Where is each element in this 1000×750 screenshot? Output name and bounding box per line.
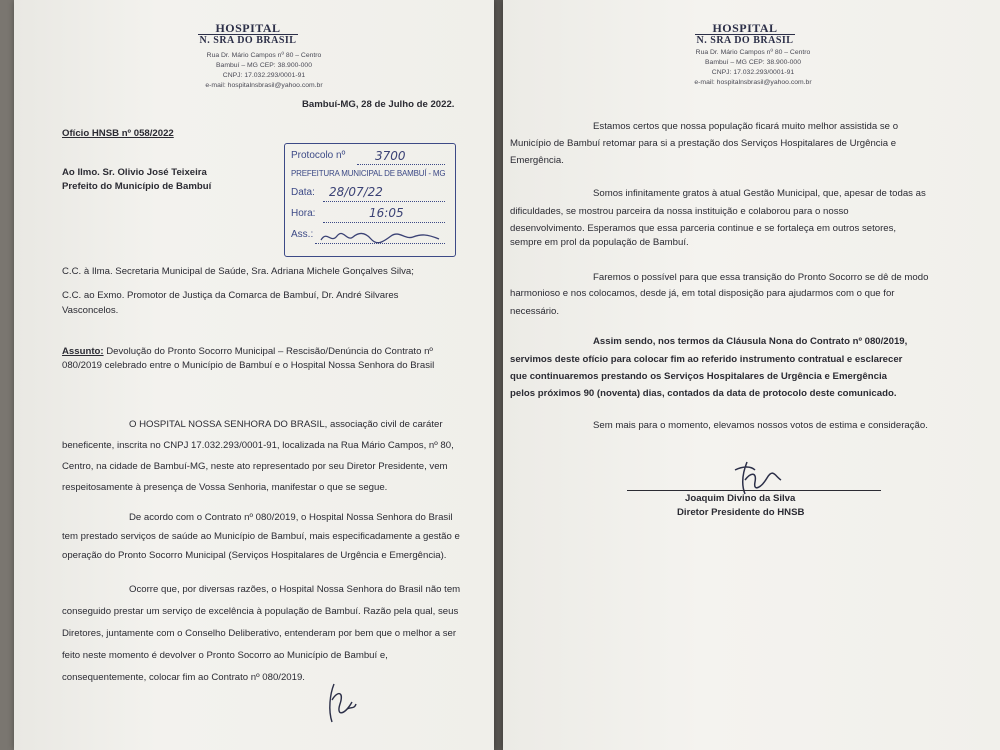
letter-page-1 — [14, 0, 494, 750]
paragraph-intro-line3: Centro, na cidade de Bambuí-MG, neste ato representado por seu Diretor Presidente, vem — [62, 461, 448, 472]
paragraph-population-line3: Emergência. — [510, 155, 564, 166]
paragraph-reasons-line2: conseguido prestar um serviço de excelência à população de Bambuí. Razão pela qual, seus — [62, 606, 459, 617]
cc-promotor-line1: C.C. ao Exmo. Promotor de Justiça da Comarca de Bambuí, Dr. André Silvares — [62, 290, 399, 301]
protocol-number: 3700 — [375, 149, 406, 163]
paragraph-reasons-line1: Ocorre que, por diversas razões, o Hospital Nossa Senhora do Brasil não tem — [129, 584, 461, 595]
paragraph-reasons-line5: consequentemente, colocar fim ao Contrato nº 080/2019. — [62, 672, 305, 683]
paragraph-gratitude-line3: desenvolvimento. Esperamos que essa parceria continue e se fortaleça em outros setores, — [510, 223, 897, 234]
paragraph-termination-line2: servimos deste ofício para colocar fim ao referido instrumento contratual e esclarecer — [510, 354, 903, 365]
protocol-date: 28/07/22 — [329, 185, 383, 199]
page-gap — [494, 0, 503, 750]
paragraph-termination-line4: pelos próximos 90 (noventa) dias, contados da data de protocolo deste comunicado. — [510, 388, 897, 399]
paragraph-contract-line3: operação do Pronto Socorro Municipal (Serviços Hospitalares de Urgência e Emergência). — [62, 550, 447, 561]
addressee-title: Prefeito do Município de Bambuí — [62, 181, 212, 192]
cc-promotor-line2: Vasconcelos. — [62, 305, 119, 316]
letter-reference: Ofício HNSB nº 058/2022 — [62, 128, 174, 139]
paragraph-intro-line4: respeitosamente à presença de Vossa Senhoria, manifestar o que se segue. — [62, 482, 388, 493]
signatory-name: Joaquim Divino da Silva — [685, 493, 796, 504]
letterhead-address: Rua Dr. Mário Campos nº 80 – Centro Bambuí – MG CEP: 38.900-000 CNPJ: 17.032.293/0001-91 e-mail: hospitalnsbrasil@yahoo.com.br — [205, 52, 323, 89]
signatory-title: Diretor Presidente do HNSB — [677, 507, 805, 518]
paragraph-transition-line3: necessário. — [510, 306, 560, 317]
letterhead-address: Rua Dr. Mário Campos nº 80 – Centro Bambuí – MG CEP: 38.900-000 CNPJ: 17.032.293/0001-91 e-mail: hospitalnsbrasil@yahoo.com.br — [694, 49, 812, 86]
paragraph-contract-line2: tem prestado serviços de saúde ao Município de Bambuí, mais especificadamente a gestão e — [62, 531, 460, 542]
paragraph-reasons-line3: Diretores, juntamente com o Conselho Deliberativo, entenderam por bem que o melhor a ser — [62, 628, 457, 639]
paragraph-termination-line3: que continuaremos prestando os Serviços Hospitalares de Urgência e Emergência — [510, 371, 887, 382]
closing-line: Sem mais para o momento, elevamos nossos votos de estima e consideração. — [593, 420, 928, 431]
paragraph-gratitude-line2: dificuldades, se mostrou parceira da nossa instituição e colaborou para o nosso — [510, 206, 849, 217]
paragraph-contract-line1: De acordo com o Contrato nº 080/2019, o Hospital Nossa Senhora do Brasil — [129, 512, 453, 523]
page1-initials-signature — [324, 680, 360, 726]
subject-line2: 080/2019 celebrado entre o Município de Bambuí e o Hospital Nossa Senhora do Brasil — [62, 360, 435, 371]
paragraph-reasons-line4: feito neste momento é devolver o Pronto Socorro ao Município de Bambuí e, — [62, 650, 388, 661]
paragraph-intro-line2: beneficente, inscrita no CNPJ 17.032.293/0001-91, localizada na Rua Mário Campos, nº 80, — [62, 440, 454, 451]
hospital-logo: HOSPITAL N. SRA DO BRASIL — [199, 21, 297, 46]
hospital-logo: HOSPITAL N. SRA DO BRASIL — [696, 21, 794, 46]
letter-page-2 — [503, 0, 1000, 750]
paragraph-transition-line1: Faremos o possível para que essa transição do Pronto Socorro se dê de modo — [593, 272, 929, 283]
paragraph-termination-line1: Assim sendo, nos termos da Cláusula Nona do Contrato nº 080/2019, — [593, 336, 908, 347]
letter-date: Bambuí-MG, 28 de Julho de 2022. — [302, 99, 455, 110]
paragraph-gratitude-line1: Somos infinitamente gratos à atual Gestão Municipal, que, apesar de todas as — [593, 188, 926, 199]
paragraph-population-line2: Município de Bambuí retomar para si a prestação dos Serviços Hospitalares de Urgência e — [510, 138, 897, 149]
subject-line1: Assunto: Devolução do Pronto Socorro Municipal – Rescisão/Denúncia do Contrato nº — [62, 346, 433, 357]
paragraph-transition-line2: harmonioso e nos colocamos, desde já, em total disposição para ajudarmos com o que for — [510, 288, 895, 299]
stamp-signature — [319, 228, 443, 246]
paragraph-intro-line1: O HOSPITAL NOSSA SENHORA DO BRASIL, associação civil de caráter — [129, 419, 443, 430]
protocol-stamp: Protocolo nº 3700 PREFEITURA MUNICIPAL DE BAMBUÍ - MG Data: 28/07/22 Hora: 16:05 Ass.: — [284, 143, 456, 257]
cc-secretaria: C.C. à Ilma. Secretaria Municipal de Saúde, Sra. Adriana Michele Gonçalves Silva; — [62, 266, 414, 277]
paragraph-population-line1: Estamos certos que nossa população ficará muito melhor assistida se o — [593, 121, 899, 132]
protocol-time: 16:05 — [369, 206, 404, 220]
paragraph-gratitude-line4: sempre em prol da população de Bambuí. — [510, 237, 689, 248]
addressee-name: Ao Ilmo. Sr. Olivio José Teixeira — [62, 167, 207, 178]
